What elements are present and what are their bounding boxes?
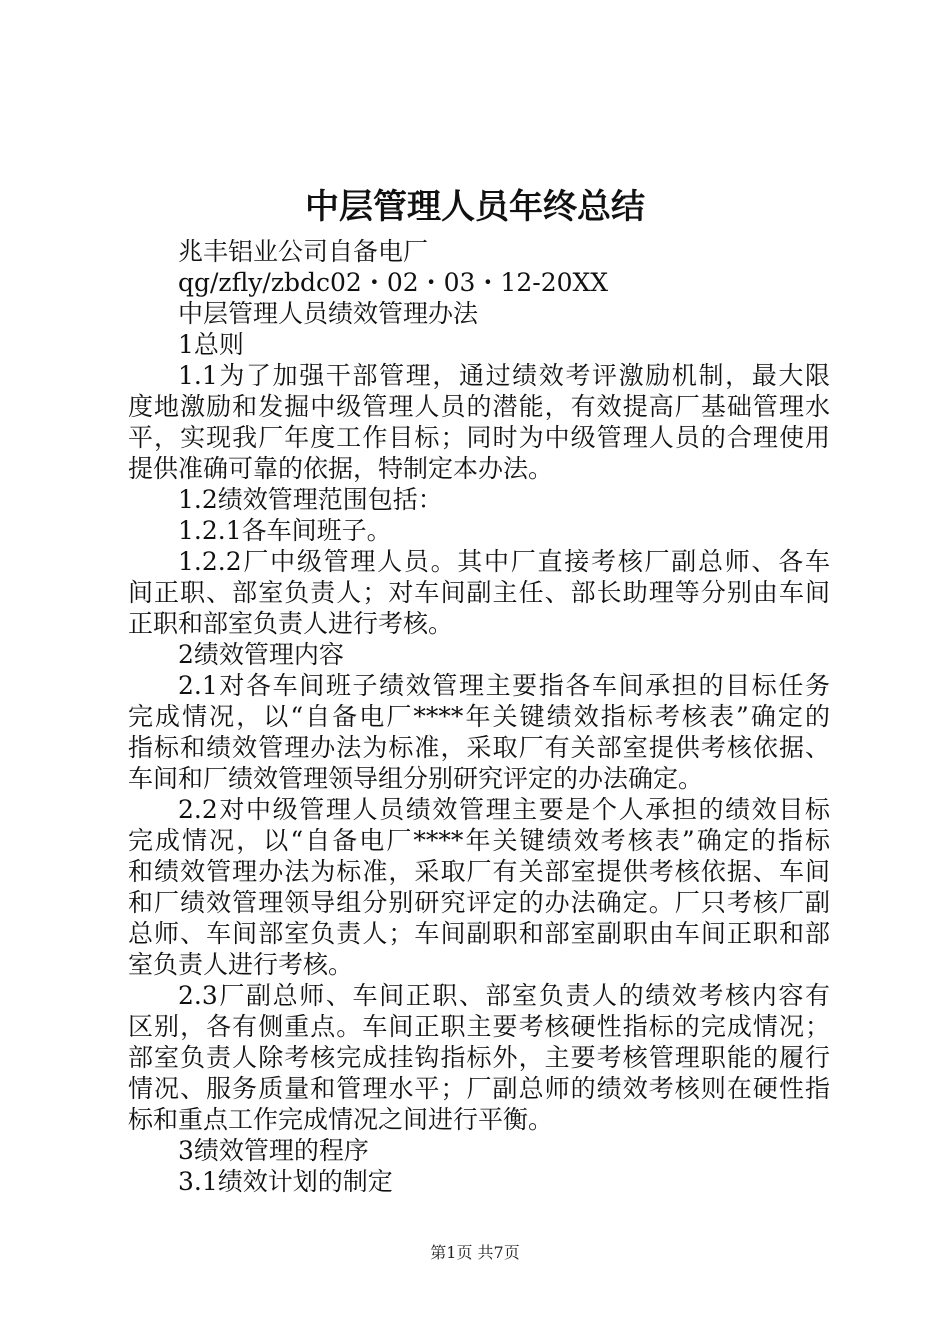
paragraph-line: 和绩效管理办法为标准，采取厂有关部室提供考核依据、车间 [128, 857, 830, 886]
section-heading-2: 2绩效管理内容 [178, 640, 344, 669]
document-body [128, 236, 830, 1197]
document-title: 中层管理人员年终总结 [305, 187, 645, 227]
subsection-heading: 1.2绩效管理范围包括： [178, 485, 443, 514]
section-heading-1: 1总则 [178, 330, 244, 359]
document-subtitle: 中层管理人员绩效管理办法 [178, 299, 479, 328]
paragraph-line: 间正职、部室负责人；对车间副主任、部长助理等分别由车间 [128, 578, 830, 607]
paragraph-line: 指标和绩效管理办法为标准，采取厂有关部室提供考核依据、 [128, 733, 830, 762]
paragraph-line: 提供准确可靠的依据，特制定本办法。 [128, 454, 554, 483]
paragraph-line: 车间和厂绩效管理领导组分别研究评定的办法确定。 [128, 764, 704, 793]
paragraph-line: 完成情况，以“自备电厂****年关键绩效指标考核表”确定的 [128, 702, 830, 731]
company-name: 兆丰铝业公司自备电厂 [178, 237, 429, 266]
paragraph-line: 区别，各有侧重点。车间正职主要考核硬性指标的完成情况； [128, 1012, 830, 1041]
paragraph-line: 标和重点工作完成情况之间进行平衡。 [128, 1105, 554, 1134]
paragraph-line: 2.3厂副总师、车间正职、部室负责人的绩效考核内容有 [178, 981, 830, 1010]
paragraph-line: 部室负责人除考核完成挂钩指标外，主要考核管理职能的履行 [128, 1043, 830, 1072]
paragraph-line: 和厂绩效管理领导组分别研究评定的办法确定。厂只考核厂副 [128, 888, 830, 917]
paragraph-line: 2.2对中级管理人员绩效管理主要是个人承担的绩效目标 [178, 795, 830, 824]
paragraph-line: 1.1为了加强干部管理，通过绩效考评激励机制，最大限 [178, 361, 830, 390]
document-code: qg/zfly/zbdc02・02・03・12-20XX [178, 268, 609, 297]
page-footer: 第1页 共7页 [430, 1243, 520, 1262]
paragraph-line: 正职和部室负责人进行考核。 [128, 609, 454, 638]
paragraph-line: 完成情况，以“自备电厂****年关键绩效考核表”确定的指标 [128, 826, 830, 855]
paragraph-line: 总师、车间部室负责人；车间副职和部室副职由车间正职和部 [128, 919, 830, 948]
paragraph-line: 2.1对各车间班子绩效管理主要指各车间承担的目标任务 [178, 671, 830, 700]
paragraph-line: 平，实现我厂年度工作目标；同时为中级管理人员的合理使用 [128, 423, 830, 452]
paragraph-line: 度地激励和发掘中级管理人员的潜能，有效提高厂基础管理水 [128, 392, 830, 421]
paragraph-line: 情况、服务质量和管理水平；厂副总师的绩效考核则在硬性指 [128, 1074, 830, 1103]
paragraph-line: 1.2.2厂中级管理人员。其中厂直接考核厂副总师、各车 [178, 547, 830, 576]
subsection-heading: 3.1绩效计划的制定 [178, 1167, 393, 1196]
section-heading-3: 3绩效管理的程序 [178, 1136, 369, 1165]
paragraph-line: 室负责人进行考核。 [128, 950, 354, 979]
subsection-item: 1.2.1各车间班子。 [178, 516, 392, 545]
